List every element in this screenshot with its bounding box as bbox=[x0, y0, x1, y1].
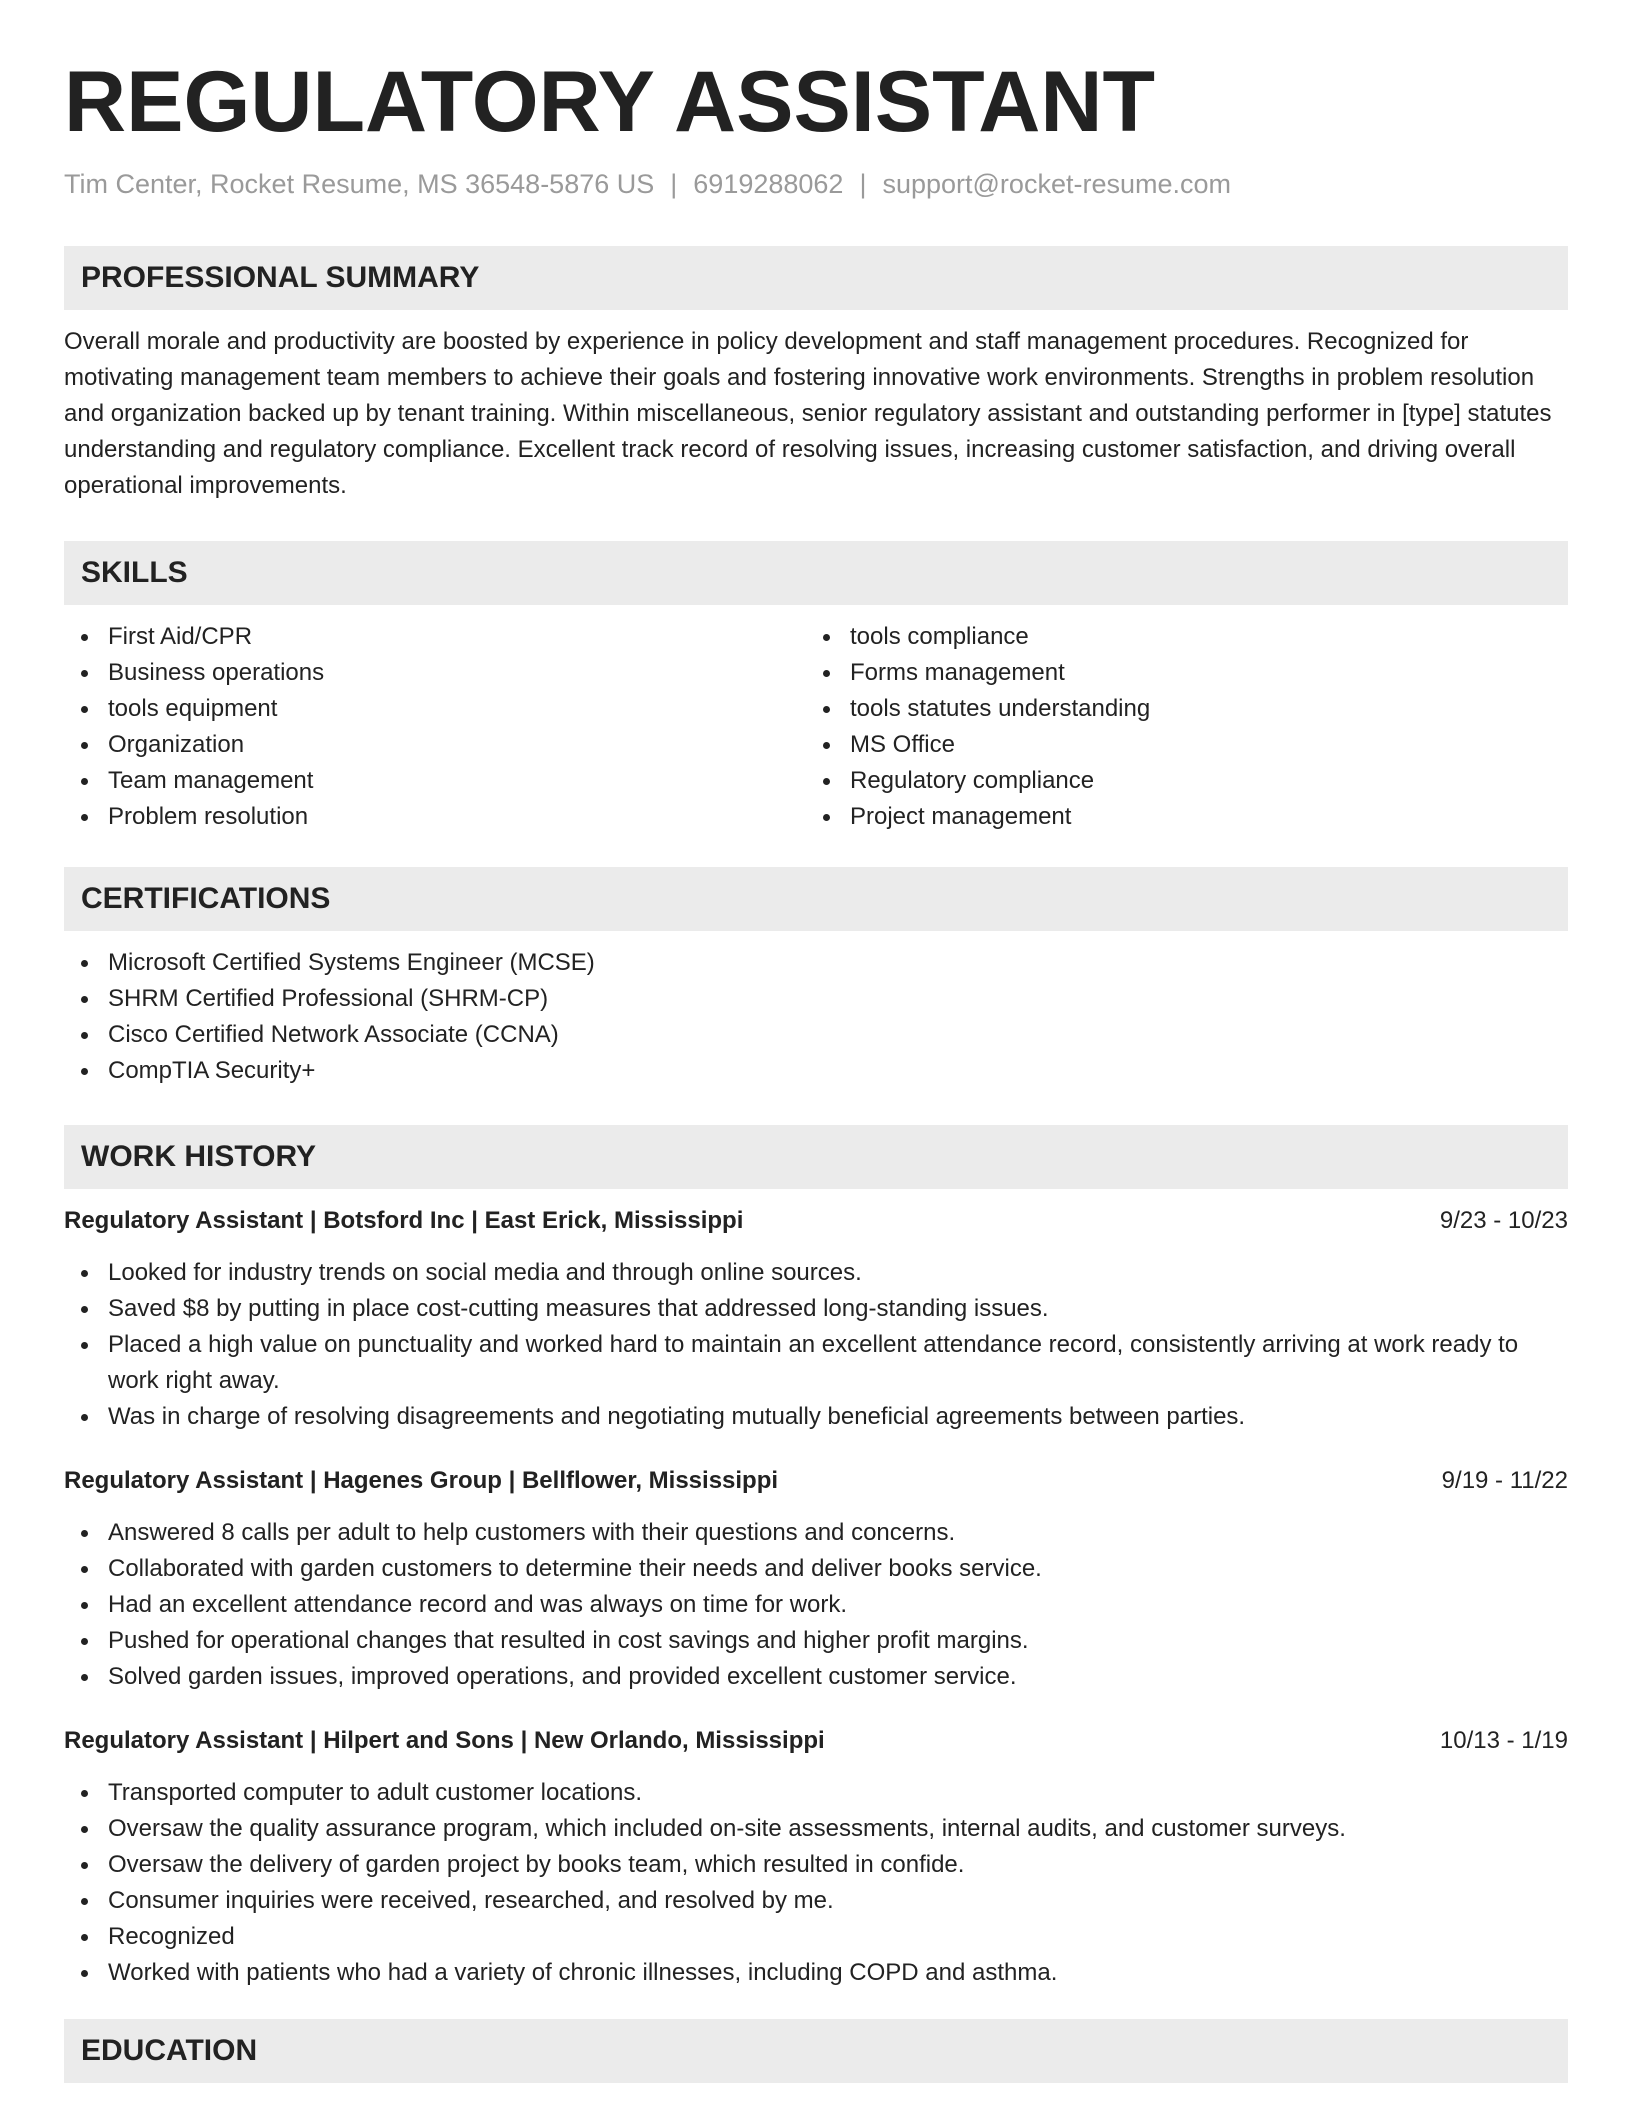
skill-item: tools compliance bbox=[806, 619, 1548, 655]
skill-item: tools equipment bbox=[64, 691, 806, 727]
job-title: Regulatory Assistant | Hagenes Group | Bellflower, Mississippi bbox=[64, 1467, 779, 1494]
job-bullet: Answered 8 calls per adult to help customers with their questions and concerns. bbox=[64, 1515, 1568, 1551]
contact-separator: | bbox=[859, 169, 867, 199]
job-entry bbox=[64, 1463, 1568, 1695]
job-bullet: Worked with patients who had a variety of chronic illnesses, including COPD and asthma. bbox=[64, 1955, 1568, 1991]
job-bullet: Oversaw the quality assurance program, which included on-site assessments, internal audits, and customer surveys. bbox=[64, 1811, 1568, 1847]
job-entry bbox=[64, 1203, 1568, 1435]
resume-name: REGULATORY ASSISTANT bbox=[64, 54, 1155, 150]
contact-phone: 6919288062 bbox=[693, 169, 844, 199]
skill-item: Project management bbox=[806, 799, 1548, 835]
skill-item: Business operations bbox=[64, 655, 806, 691]
section-header-work-history: WORK HISTORY bbox=[64, 1125, 1568, 1189]
job-bullet: Saved $8 by putting in place cost-cutting measures that addressed long-standing issues. bbox=[64, 1291, 1568, 1327]
job-entry bbox=[64, 1723, 1568, 1991]
section-header-skills: SKILLS bbox=[64, 541, 1568, 605]
job-bullet: Recognized bbox=[64, 1919, 1568, 1955]
skill-item: tools statutes understanding bbox=[806, 691, 1548, 727]
job-dates: 9/19 - 11/22 bbox=[1441, 1467, 1568, 1494]
skill-item: First Aid/CPR bbox=[64, 619, 806, 655]
job-bullet: Collaborated with garden customers to determine their needs and deliver books service. bbox=[64, 1551, 1568, 1587]
certification-item: Microsoft Certified Systems Engineer (MCSE) bbox=[64, 945, 1568, 981]
job-bullet: Consumer inquiries were received, researched, and resolved by me. bbox=[64, 1883, 1568, 1919]
job-title: Regulatory Assistant | Botsford Inc | East Erick, Mississippi bbox=[64, 1207, 744, 1234]
section-header-certifications: CERTIFICATIONS bbox=[64, 867, 1568, 931]
skill-item: Organization bbox=[64, 727, 806, 763]
job-heading-row bbox=[64, 1463, 1568, 1499]
job-dates: 10/13 - 1/19 bbox=[1439, 1727, 1568, 1754]
certifications-list bbox=[64, 945, 1568, 1089]
skills-list-right bbox=[806, 619, 1548, 835]
skills-list-left bbox=[64, 619, 806, 835]
skill-item: MS Office bbox=[806, 727, 1548, 763]
certification-item: Cisco Certified Network Associate (CCNA) bbox=[64, 1017, 1568, 1053]
summary-text: Overall morale and productivity are boosted by experience in policy development and staff management procedures. Recognized for motivating management team members to achieve their goals and fostering innovative work environments. Strengths in problem resolution and organization backed up by tenant training. Within miscellaneous, senior regulatory assistant and outstanding performer in [type] statutes understanding and regulatory compliance. Excellent track record of resolving issues, increasing customer satisfaction, and driving overall operational improvements. bbox=[64, 328, 1552, 499]
job-bullet: Oversaw the delivery of garden project by books team, which resulted in confide. bbox=[64, 1847, 1568, 1883]
job-bullet: Looked for industry trends on social media and through online sources. bbox=[64, 1255, 1568, 1291]
job-heading-row bbox=[64, 1723, 1568, 1759]
certification-item: SHRM Certified Professional (SHRM-CP) bbox=[64, 981, 1568, 1017]
section-header-summary: PROFESSIONAL SUMMARY bbox=[64, 246, 1568, 310]
job-bullet: Transported computer to adult customer locations. bbox=[64, 1775, 1568, 1811]
certification-item: CompTIA Security+ bbox=[64, 1053, 1568, 1089]
job-title: Regulatory Assistant | Hilpert and Sons | New Orlando, Mississippi bbox=[64, 1727, 825, 1754]
job-bullet: Placed a high value on punctuality and worked hard to maintain an excellent attendance record, consistently arriving at work ready to work right away. bbox=[64, 1327, 1568, 1399]
job-bullet: Pushed for operational changes that resulted in cost savings and higher profit margins. bbox=[64, 1623, 1568, 1659]
job-bullet: Had an excellent attendance record and was always on time for work. bbox=[64, 1587, 1568, 1623]
job-bullets bbox=[64, 1515, 1568, 1695]
skill-item: Regulatory compliance bbox=[806, 763, 1548, 799]
contact-email: support@rocket-resume.com bbox=[882, 169, 1231, 199]
contact-separator: | bbox=[670, 169, 678, 199]
job-dates: 9/23 - 10/23 bbox=[1439, 1207, 1568, 1234]
contact-line bbox=[64, 164, 1568, 204]
job-heading-row bbox=[64, 1203, 1568, 1239]
job-bullet: Was in charge of resolving disagreements and negotiating mutually beneficial agreements between parties. bbox=[64, 1399, 1568, 1435]
job-bullet: Solved garden issues, improved operations, and provided excellent customer service. bbox=[64, 1659, 1568, 1695]
skills-grid bbox=[64, 619, 1568, 835]
contact-address: Tim Center, Rocket Resume, MS 36548-5876 US bbox=[64, 169, 655, 199]
job-bullets bbox=[64, 1775, 1568, 1991]
skill-item: Problem resolution bbox=[64, 799, 806, 835]
skill-item: Forms management bbox=[806, 655, 1548, 691]
job-bullets bbox=[64, 1255, 1568, 1435]
section-header-education: EDUCATION bbox=[64, 2019, 1568, 2083]
skill-item: Team management bbox=[64, 763, 806, 799]
